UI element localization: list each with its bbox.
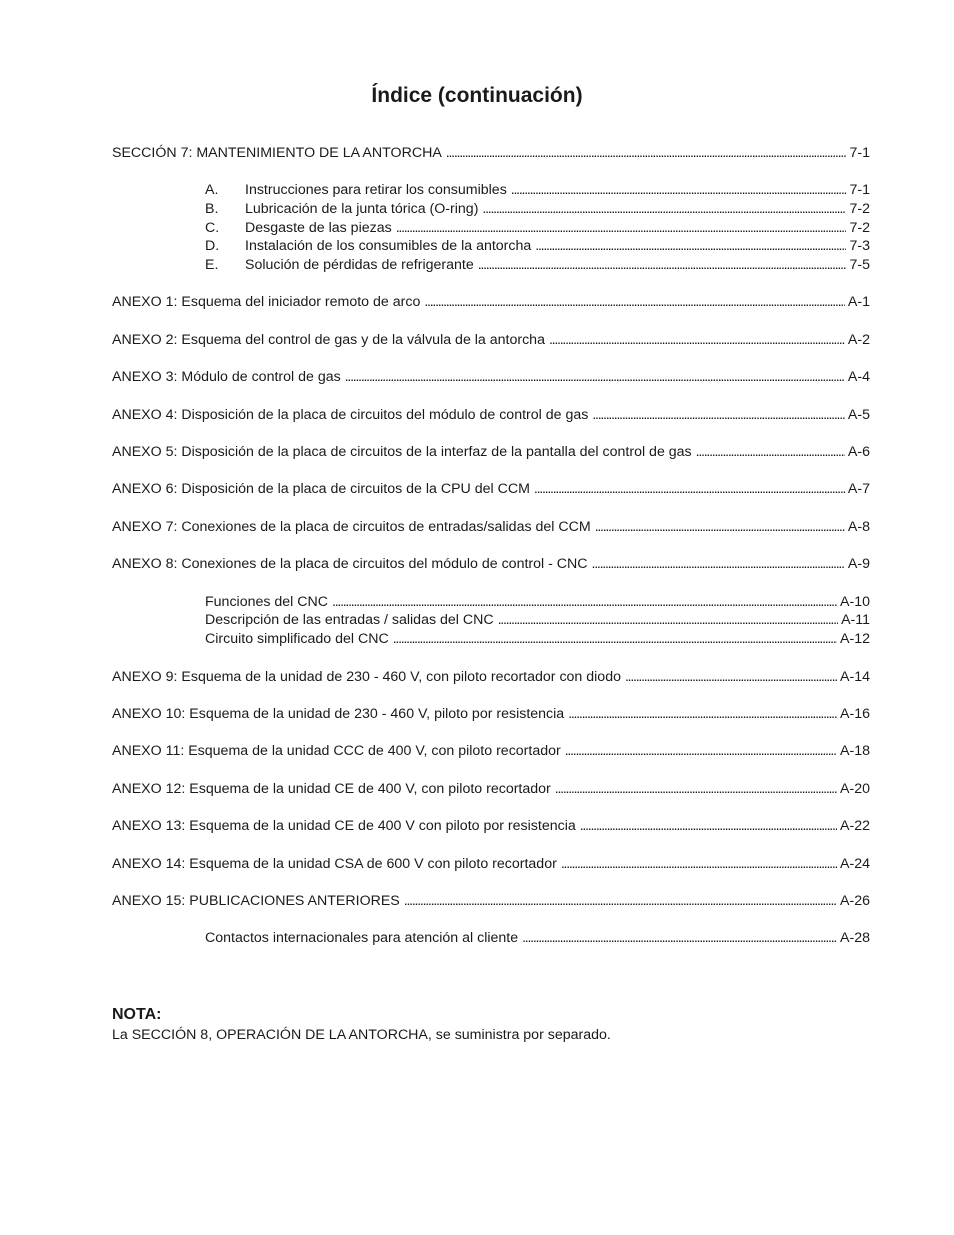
toc-entry-letter: A.: [205, 182, 219, 198]
dot-leader: [595, 518, 845, 536]
toc-subentry-circuito-cnc[interactable]: [205, 630, 870, 648]
toc-entry-page: 7-1: [849, 145, 870, 161]
toc-entry-text: ANEXO 7: Conexiones de la placa de circuitos de entradas/salidas del CCM: [112, 519, 591, 535]
dot-leader: [424, 293, 845, 311]
toc-entry-letter: D.: [205, 238, 220, 254]
dot-leader: [696, 443, 845, 461]
toc-entry-text: ANEXO 8: Conexiones de la placa de circuitos del módulo de control - CNC: [112, 556, 588, 572]
toc-entry-anexo-4[interactable]: [112, 406, 870, 424]
toc-entry-text: Instrucciones para retirar los consumibles: [245, 182, 507, 198]
toc-entry-page: A-26: [840, 893, 870, 909]
toc-entry-page: A-18: [840, 743, 870, 759]
toc-entry-anexo-11[interactable]: [112, 742, 870, 760]
toc-entry-text: ANEXO 9: Esquema de la unidad de 230 - 460 V, con piloto recortador con diodo: [112, 669, 621, 685]
toc-entry-anexo-9[interactable]: [112, 668, 870, 686]
toc-entry-text: ANEXO 12: Esquema de la unidad CE de 400 V, con piloto recortador: [112, 781, 551, 797]
dot-leader: [393, 630, 837, 648]
toc-entry-text: Descripción de las entradas / salidas del CNC: [205, 612, 494, 628]
toc-entry-page: A-11: [841, 612, 870, 628]
dot-leader: [535, 237, 846, 255]
toc-entry-text: ANEXO 14: Esquema de la unidad CSA de 600 V con piloto recortador: [112, 856, 557, 872]
toc-entry-anexo-5[interactable]: [112, 443, 870, 461]
toc-entry-text: ANEXO 5: Disposición de la placa de circuitos de la interfaz de la pantalla del control de gas: [112, 444, 692, 460]
dot-leader: [592, 406, 845, 424]
toc-entry-anexo-7[interactable]: [112, 518, 870, 536]
toc-entry-text: ANEXO 3: Módulo de control de gas: [112, 369, 341, 385]
toc-entry-page: 7-3: [849, 238, 870, 254]
toc-entry-page: A-28: [840, 930, 870, 946]
toc-entry-page: A-9: [847, 556, 870, 572]
toc-subentry-b[interactable]: [205, 200, 870, 218]
toc-entry-anexo-6[interactable]: [112, 480, 870, 498]
toc-entry-anexo-14[interactable]: [112, 855, 870, 873]
toc-entry-text: ANEXO 13: Esquema de la unidad CE de 400 V con piloto por resistencia: [112, 818, 576, 834]
toc-subentry-c[interactable]: [205, 219, 870, 237]
toc-subentry-a[interactable]: [205, 181, 870, 199]
toc-entry-text: SECCIÓN 7: MANTENIMIENTO DE LA ANTORCHA: [112, 145, 442, 161]
toc-entry-page: A-20: [840, 781, 870, 797]
page-title: Índice (continuación): [371, 84, 583, 107]
toc-entry-text: ANEXO 4: Disposición de la placa de circuitos del módulo de control de gas: [112, 407, 589, 423]
toc-entry-page: A-2: [847, 332, 870, 348]
toc-entry-anexo-8[interactable]: [112, 555, 870, 573]
toc-subentry-e[interactable]: [205, 256, 870, 274]
toc-subentry-funciones-cnc[interactable]: [205, 593, 870, 611]
toc-entry-text: ANEXO 2: Esquema del control de gas y de la válvula de la antorcha: [112, 332, 545, 348]
toc-subentry-descripcion-cnc[interactable]: [205, 611, 870, 629]
dot-leader: [534, 480, 845, 498]
toc-entry-page: A-16: [840, 706, 870, 722]
dot-leader: [498, 611, 838, 629]
toc-entry-anexo-10[interactable]: [112, 705, 870, 723]
toc-entry-text: Desgaste de las piezas: [245, 220, 392, 236]
toc-entry-page: 7-2: [849, 201, 870, 217]
toc-entry-page: A-24: [840, 856, 870, 872]
toc-entry-page: 7-5: [849, 257, 870, 273]
dot-leader: [549, 331, 845, 349]
toc-entry-text: ANEXO 1: Esquema del iniciador remoto de arco: [112, 294, 421, 310]
toc-entry-page: A-10: [840, 594, 870, 610]
toc-entry-page: A-1: [847, 294, 870, 310]
toc-entry-anexo-13[interactable]: [112, 817, 870, 835]
dot-leader: [561, 855, 837, 873]
toc-entry-anexo-3[interactable]: [112, 368, 870, 386]
toc-entry-page: A-6: [847, 444, 870, 460]
note-heading: NOTA:: [112, 1006, 162, 1023]
toc-entry-text: ANEXO 15: PUBLICACIONES ANTERIORES: [112, 893, 400, 909]
toc-subentry-d[interactable]: [205, 237, 870, 255]
dot-leader: [625, 668, 837, 686]
dot-leader: [565, 742, 837, 760]
toc-entry-letter: B.: [205, 201, 219, 217]
toc-entry-text: Funciones del CNC: [205, 594, 329, 610]
dot-leader: [522, 929, 837, 947]
toc-entry-page: 7-2: [849, 220, 870, 236]
dot-leader: [482, 200, 846, 218]
dot-leader: [580, 817, 837, 835]
toc-entry-anexo-12[interactable]: [112, 780, 870, 798]
toc-entry-letter: C.: [205, 220, 220, 236]
dot-leader: [396, 219, 847, 237]
toc-entry-page: A-7: [847, 481, 870, 497]
dot-leader: [478, 256, 847, 274]
toc-entry-letter: E.: [205, 257, 219, 273]
toc-entry-seccion-7[interactable]: [112, 144, 870, 162]
dot-leader: [555, 780, 837, 798]
dot-leader: [404, 892, 837, 910]
toc-entry-text: ANEXO 6: Disposición de la placa de circuitos de la CPU del CCM: [112, 481, 530, 497]
toc-entry-text: ANEXO 10: Esquema de la unidad de 230 - 460 V, piloto por resistencia: [112, 706, 565, 722]
toc-entry-page: A-8: [847, 519, 870, 535]
toc-entry-text: Solución de pérdidas de refrigerante: [245, 257, 474, 273]
toc-subentry-contactos[interactable]: [205, 929, 870, 947]
toc-entry-page: A-14: [840, 669, 870, 685]
toc-entry-page: A-12: [840, 631, 870, 647]
dot-leader: [568, 705, 837, 723]
dot-leader: [332, 593, 837, 611]
toc-entry-text: Instalación de los consumibles de la antorcha: [245, 238, 532, 254]
toc-entry-page: A-22: [840, 818, 870, 834]
toc-entry-text: Contactos internacionales para atención al cliente: [205, 930, 519, 946]
toc-entry-text: ANEXO 11: Esquema de la unidad CCC de 400 V, con piloto recortador: [112, 743, 561, 759]
toc-entry-text: Lubricación de la junta tórica (O-ring): [245, 201, 479, 217]
toc-entry-page: A-4: [847, 369, 870, 385]
dot-leader: [511, 181, 847, 199]
dot-leader: [446, 144, 847, 162]
toc-entry-anexo-2[interactable]: [112, 331, 870, 349]
dot-leader: [345, 368, 845, 386]
toc-entry-anexo-15[interactable]: [112, 892, 870, 910]
toc-entry-page: 7-1: [849, 182, 870, 198]
toc-entry-text: Circuito simplificado del CNC: [205, 631, 389, 647]
toc-entry-page: A-5: [847, 407, 870, 423]
dot-leader: [592, 555, 845, 573]
note-text: La SECCIÓN 8, OPERACIÓN DE LA ANTORCHA, se suministra por separado.: [112, 1027, 611, 1043]
toc-entry-anexo-1[interactable]: [112, 293, 870, 311]
